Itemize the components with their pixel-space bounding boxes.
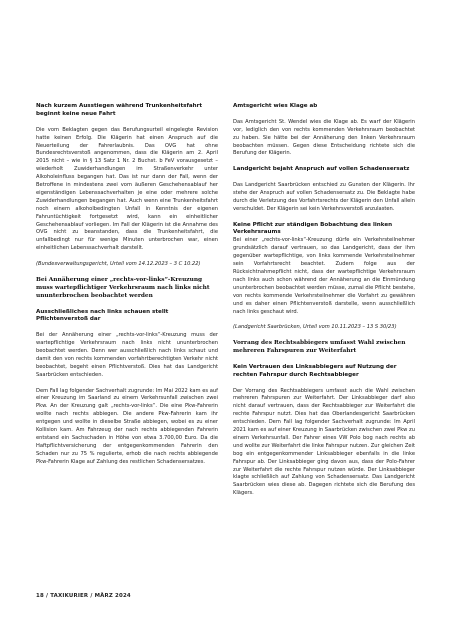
paragraph: Bei einer „rechts-vor-links“-Kreuzung dürfe ein Verkehrsteilnehmer grundsätzlich darauf vertrauen, so das Landgericht, dass der ihm gegenüber wartepflichtige, von links kommende Verkehrsteilnehmer sein Vorfahrtsrecht beachtet. Zudem folge aus der Rücksichtnahmepflicht nicht, dass der wartepflichtige Verkehrsraum nach links auch schon während der Annäherung an die Einmündung ununterbrochen beobachtet werden müsse, zumal die Pflicht bestehe, von rechts kommende Verkehrsteilnehmer die Vorfahrt zu gewähren und es daher einen Pflichtenverstoß darstelle, wenn ausschließlich nach links geschaut wird.: [233, 237, 415, 315]
section-heading: Landgericht bejaht Anspruch auf vollen Schadensersatz: [233, 166, 410, 173]
paragraph: Dem Fall lag folgender Sachverhalt zugrunde: Im Mai 2022 kam es auf einer Kreuzung im Saarland zu einem Verkehrsunfall zwischen zwei Pkw. An der Kreuzung galt „rechts-vor-links“. Die eine Pkw-Fahrerin wollte nach rechts abbiegen. Die andere Pkw-Fahrerin kam ihr entgegen und wollte in dieselbe Straße abbiegen, wobei es zu einer Kollision kam. Am Fahrzeug der nach rechts abbiegenden Fahrerin entstand ein Sachschaden in Höhe von etwa 3.700,00 Euro. Da die Haftpflichtversicherung der entgegenkommenden Fahrerin den Schaden nur zu 75 % regulierte, erhob die nach rechts abbiegende Pkw-Fahrerin Klage auf Zahlung des restlichen Schadensersatzes.: [36, 387, 218, 465]
section-heading: Nach kurzem Ausstiegen während Trunkenheitsfahrt beginnt keine neue Fahrt: [36, 103, 203, 117]
section-heading: Ausschließliches nach links schauen stellt Pflichtenverstoß dar: [36, 308, 169, 323]
section-heading: Keine Pflicht zur ständigen Bobachtung des linken Verkehrsraums: [233, 221, 393, 236]
paragraph: Das Amtsgericht St. Wendel wies die Klage ab. Es warf der Klägerin vor, lediglich den von rechts kommenden Verkehrsraum beobachtet zu haben. Sie hätte bei der Annäherung den linken Verkehrsraum beobachten müssen. Gegen diese Entscheidung richtete sich die Berufung der Klägerin.: [233, 118, 415, 157]
citation: (Bundesverwaltungsgericht, Urteil vom 14.12.2023 – 3 C 10.22): [36, 261, 201, 268]
right-column: [233, 103, 415, 498]
article-headline: Bei Annäherung einer „rechts-vor-links“-Kreuzung muss wartepflichtiger Verkehrsraum nach links nicht ununterbrochen beobachtet werden: [36, 276, 210, 299]
citation: (Landgericht Saarbrücken, Urteil vom 10.11.2023 – 13 S 30/23): [233, 324, 397, 331]
left-column: [36, 103, 218, 467]
paragraph: Die vom Beklagten gegen das Berufungsurteil eingelegte Revision hatte keinen Erfolg. Die Klägerin hat einen Anspruch auf die Neuerteilung der Fahrerlaubnis. Das OVG hat ohne Bundesrechtsverstoß angenommen, dass die Klägerin am 2. April 2015 nicht – wie in § 13 Satz 1 Nr. 2 Buchst. b FeV vorausgesetzt – wiederholt Zuwiderhandlungen im Straßenverkehr unter Alkoholeinfluss begangen hat. Das ist nur dann der Fall, wenn der Betroffene in mindestens zwei vom äußeren Geschehensablauf her eigenständigen Lebenssachverhalten je eine oder mehrere solche Zuwiderhandlungen begangen hat. Auch wenn eine Trunkenheitsfahrt noch einem alkoholbedingten Unfall in Kenntnis der eigenen Fahruntüchtigkeit fortgesetzt wird, kann ein einheitlicher Geschehensablauf vorliegen. Im Fall der Klägerin ist die Annahme des OVG nicht zu beanstanden, dass die Trunkenheitsfahrt, die unfallbedingt nur für wenige Minuten unterbrochen war, einen einheitlichen Lebenssachverhalt darstellt.: [36, 126, 218, 252]
paragraph: Bei der Annäherung einer „rechts-vor-links“-Kreuzung muss der wartepflichtige Verkehrsraum nach links nicht ununterbrochen beobachtet werden. Denn wer ausschließlich nach links schaut und damit den von rechts kommenden vorfahrtberechtigten Verkehr nicht beobachtet, begeht einen Pflichtverstoß. Dies hat das Landgericht Saarbrücken entschieden.: [36, 332, 218, 378]
page-footer: 18 / TAXIKURIER / MÄRZ 2024: [36, 593, 131, 599]
article-headline: Vorrang des Rechtsabbiegers umfasst Wahl zwischen mehreren Fahrspuren zur Weiterfahrt: [233, 340, 406, 354]
paragraph: Der Vorrang des Rechtsabbiegers umfasst auch die Wahl zwischen mehreren Fahrspuren zur Weiterfahrt. Der Linksabbieger darf also nicht darauf vertrauen, dass der Rechtsabbieger zur Weiterfahrt die rechte Fahrspur nutzt. Dies hat das Oberlandesgericht Saarbrücken entschieden. Dem Fall lag folgender Sachverhalt zugrunde: Im April 2021 kam es auf einer Kreuzung in Saarbrücken zwischen zwei Pkw zu einem Verkehrsunfall. Der Fahrer eines VW Polo bog nach rechts ab und wollte zur Weiterfahrt die linke Fahrspur nutzen. Zur gleichen Zeit bog ein entgegenkommender Linksabbieger ebenfalls in die linke Fahrspur ab. Der Linksabbieger ging davon aus, dass der Polo-Fahrer zur Weiterfahrt die rechte Fahrspur nutzen würde. Der Linksabbieger klagte schließlich auf Zahlung von Schadensersatz. Das Landgericht Saarbrücken wies diese ab. Dagegen richtete sich die Berufung des Klägers.: [233, 387, 415, 497]
section-heading: Amtsgericht wies Klage ab: [233, 103, 318, 109]
paragraph: Das Landgericht Saarbrücken entschied zu Gunsten der Klägerin. Ihr stehe der Anspruch auf vollen Schadensersatz zu. Die Beklagte habe durch die Verletzung des Vorfahrtsrechts der Klägerin den Unfall allein verschuldet. Der Klägerin sei kein Verkehrsverstoß anzulasten.: [233, 182, 415, 212]
section-heading: Kein Vertrauen des Linksabbiegers auf Nutzung der rechten Fahrspur durch Rechtsabbieger: [233, 363, 397, 378]
